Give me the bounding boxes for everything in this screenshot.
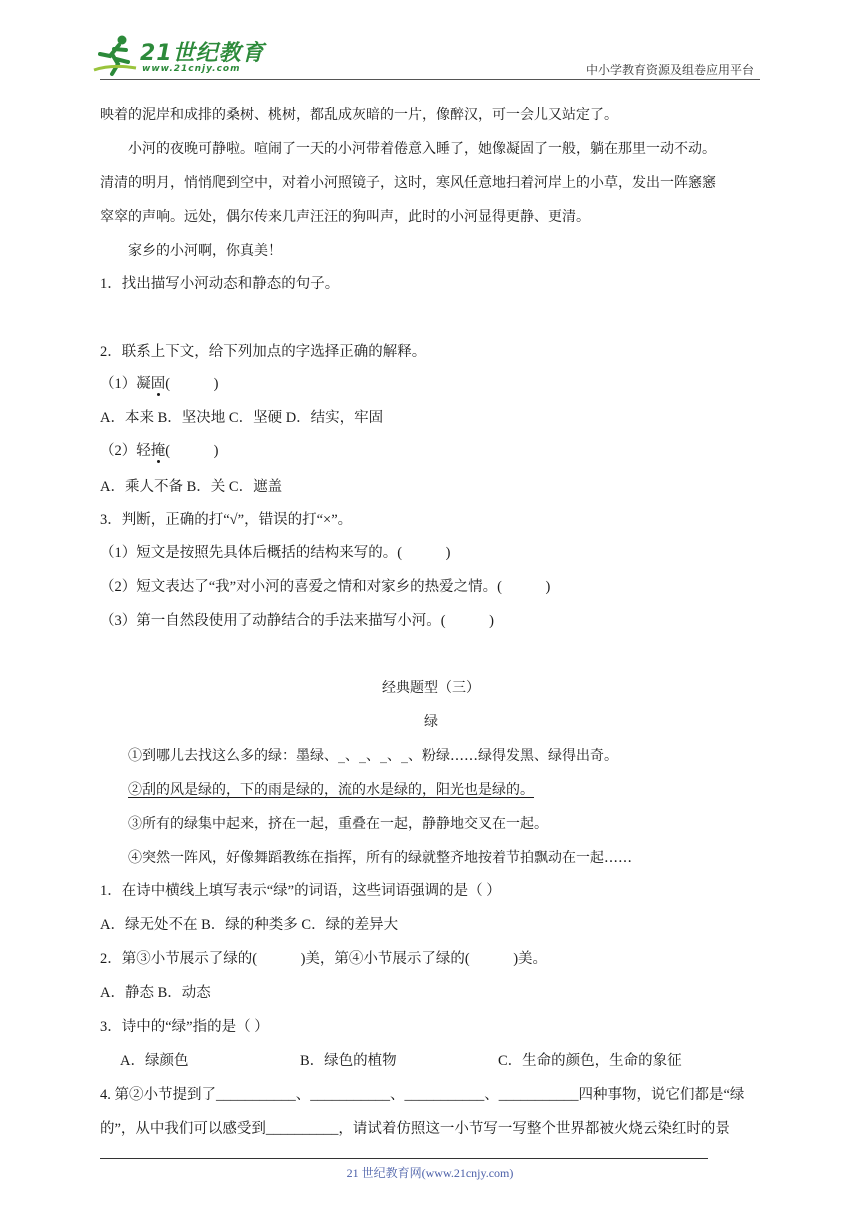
poem-question-1-options: A．绿无处不在 B．绿的种类多 C．绿的差异大 bbox=[100, 917, 399, 933]
option-c: C．生命的颜色，生命的象征 bbox=[498, 1053, 682, 1069]
answer-blank: ( ) bbox=[165, 443, 219, 459]
poem-question-4-cont: 的”，从中我们可以感受到__________，请试着仿照这一小节写一写整个世界都被火烧云染红时的景 bbox=[100, 1121, 730, 1137]
platform-name: 中小学教育资源及组卷应用平台 bbox=[585, 63, 754, 77]
passage-line: 映着的泥岸和成排的桑树、桃树，都乱成灰暗的一片，像醉汉，可一会儿又站定了。 bbox=[100, 107, 618, 123]
question-1: 1．找出描写小河动态和静态的句子。 bbox=[100, 276, 340, 292]
section-heading: 经典题型（三） bbox=[382, 680, 480, 696]
header-divider bbox=[100, 79, 760, 80]
question-2-2 bbox=[100, 441, 218, 461]
passage-line: 家乡的小河啊，你真美！ bbox=[128, 243, 282, 259]
answer-blank: ( ) bbox=[165, 376, 219, 392]
passage-line: 清清的明月，悄悄爬到空中，对着小河照镜子，这时，寒风任意地扫着河岸上的小草，发出一阵窸窸 bbox=[100, 175, 716, 191]
poem-question-3: 3．诗中的“绿”指的是（ ） bbox=[100, 1019, 269, 1035]
logo bbox=[92, 34, 272, 80]
logo-title: 21世纪教育 bbox=[140, 41, 265, 66]
logo-url: www.21cnjy.com bbox=[142, 64, 241, 74]
passage-line: 窣窣的声响。远处，偶尔传来几声汪汪的狗叫声，此时的小河显得更静、更清。 bbox=[100, 209, 590, 225]
poem-question-2-options: A．静态 B．动态 bbox=[100, 985, 211, 1001]
footer-divider bbox=[100, 1158, 708, 1159]
poem-question-1: 1．在诗中横线上填写表示“绿”的词语，这些词语强调的是（ ） bbox=[100, 883, 501, 899]
passage-line: 小河的夜晚可静啦。喧闹了一天的小河带着倦意入睡了，她像凝固了一般，躺在那里一动不动。 bbox=[128, 141, 716, 157]
question-2-1-options: A．本来 B．坚决地 C．坚硬 D．结实，牢固 bbox=[100, 410, 384, 426]
poem-question-2: 2．第③小节展示了绿的( )美，第④小节展示了绿的( )美。 bbox=[100, 951, 548, 967]
page-header bbox=[0, 0, 860, 84]
question-2-2-options: A．乘人不备 B．关 C．遮盖 bbox=[100, 479, 283, 495]
question-3-3: （3）第一自然段使用了动静结合的手法来描写小河。( ) bbox=[100, 613, 494, 629]
question-2-1 bbox=[100, 374, 218, 394]
poem-stanza: ①到哪儿去找这么多的绿：墨绿、_、_、_、_、粉绿……绿得发黑、绿得出奇。 bbox=[128, 748, 618, 764]
runner-logo-icon bbox=[92, 34, 138, 78]
question-2: 2．联系上下文，给下列加点的字选择正确的解释。 bbox=[100, 344, 427, 360]
footer-source: 21 世纪教育网(www.21cnjy.com) bbox=[346, 1166, 514, 1180]
question-3: 3．判断，正确的打“√”，错误的打“×”。 bbox=[100, 512, 353, 528]
q2-2-prefix: （2）轻 bbox=[100, 443, 151, 459]
option-a: A．绿颜色 bbox=[120, 1053, 189, 1069]
poem-stanza: ③所有的绿集中起来，挤在一起，重叠在一起，静静地交叉在一起。 bbox=[128, 816, 548, 832]
poem-stanza: ④突然一阵风，好像舞蹈教练在指挥，所有的绿就整齐地按着节拍飘动在一起…… bbox=[128, 850, 632, 866]
dotted-char: 掩 bbox=[150, 443, 166, 459]
poem-question-4: 4. 第②小节提到了___________、___________、___________、___________四种事物，说它们都是“绿 bbox=[100, 1087, 745, 1103]
q2-1-prefix: （1）凝 bbox=[100, 376, 151, 392]
question-3-2: （2）短文表达了“我”对小河的喜爱之情和对家乡的热爱之情。( ) bbox=[100, 579, 551, 595]
option-b: B．绿色的植物 bbox=[300, 1053, 397, 1069]
dotted-char: 固 bbox=[150, 376, 166, 392]
question-3-1: （1）短文是按照先具体后概括的结构来写的。( ) bbox=[100, 545, 451, 561]
poem-title: 绿 bbox=[424, 714, 438, 730]
poem-stanza: ②刮的风是绿的，下的雨是绿的，流的水是绿的，阳光也是绿的。 bbox=[128, 782, 534, 798]
